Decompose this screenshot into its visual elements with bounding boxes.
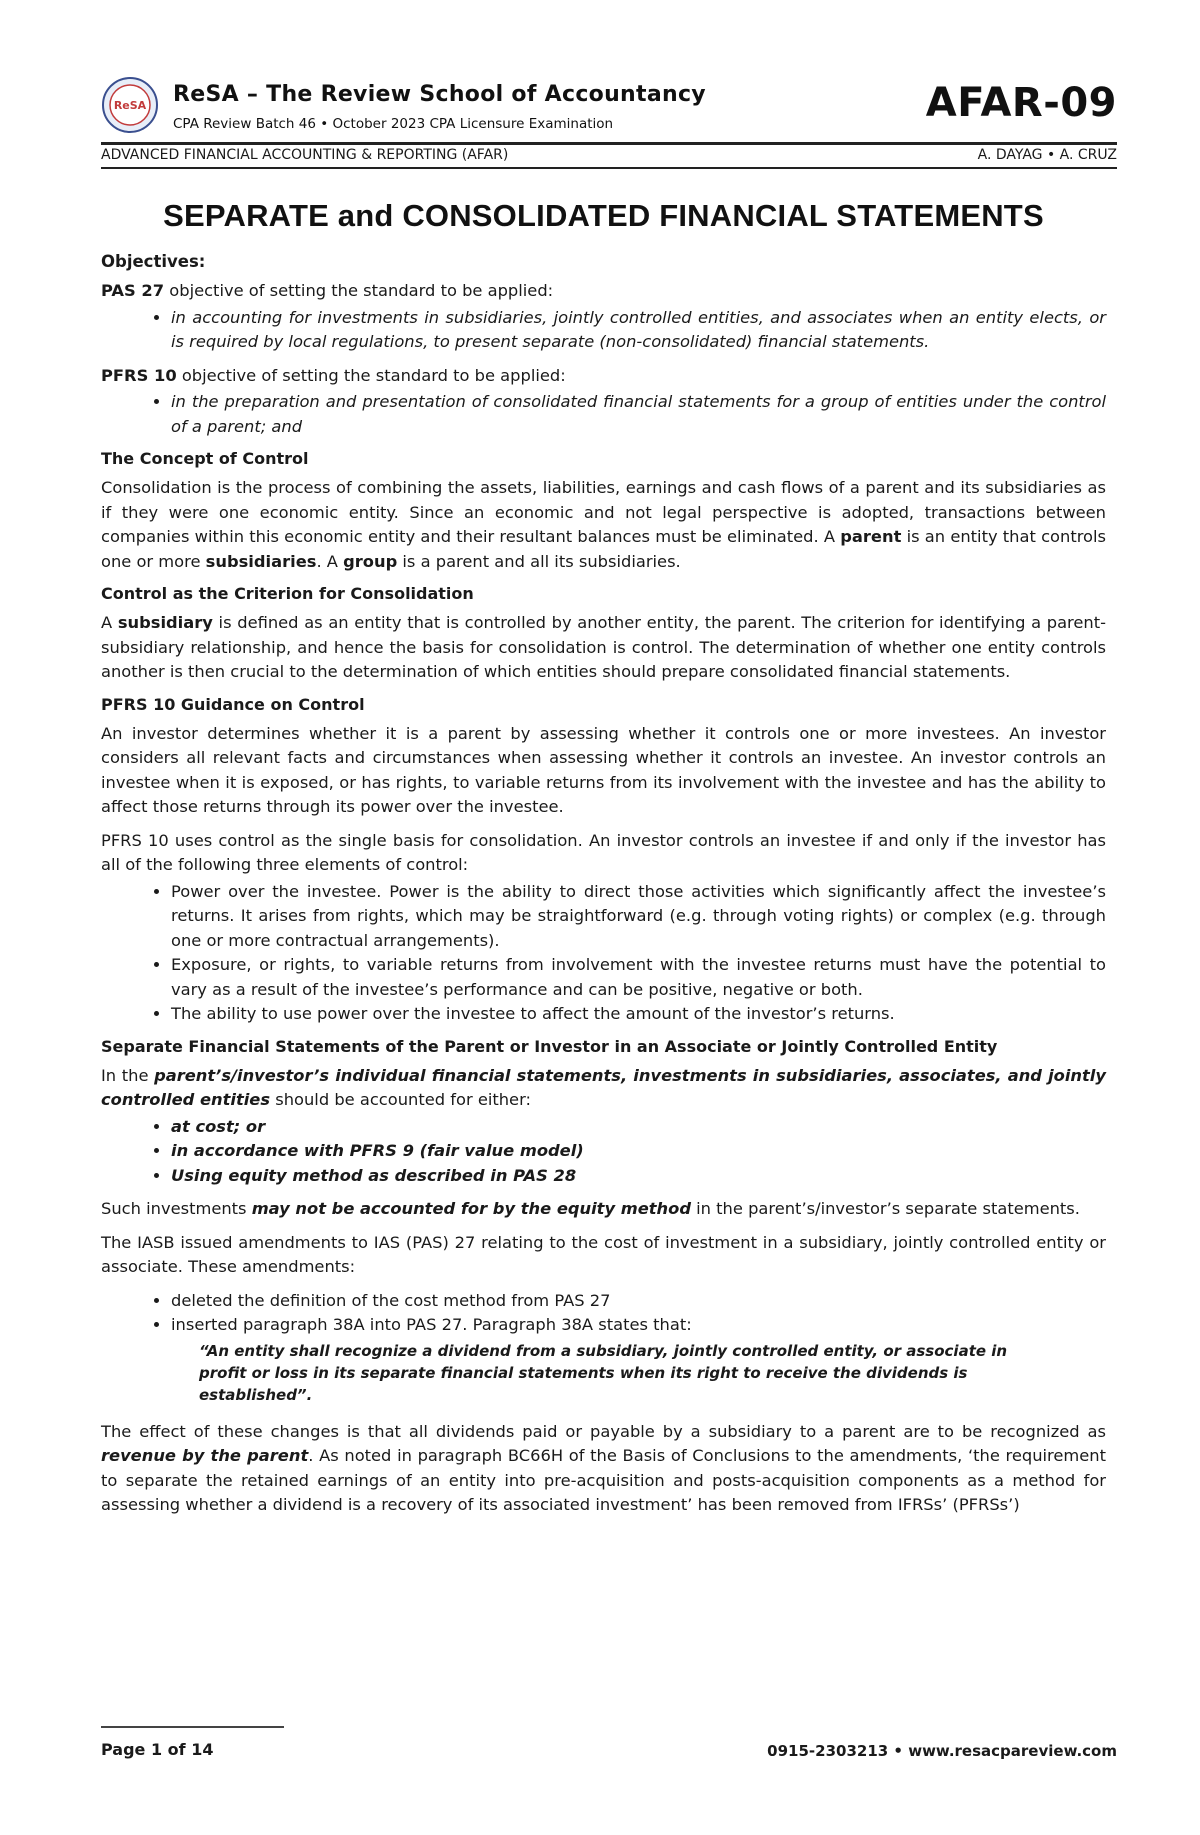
handout-code: AFAR-09 — [925, 80, 1117, 126]
guidance-paragraph-2: PFRS 10 uses control as the single basis for consolidation. An investor controls an investee if and only if the investor has all of the following three elements of control: — [101, 830, 1106, 874]
list-item: • Exposure, or rights, to variable returns from involvement with the investee returns must have the potential to vary as a result of the investee’s performance and can be positive, negative or both. — [171, 953, 1106, 1002]
page-number: Page 1 of 14 — [101, 1740, 214, 1759]
list-item: • in the preparation and presentation of consolidated financial statements for a group of entities under the control of a parent; and — [171, 390, 1106, 439]
page-title: SEPARATE and CONSOLIDATED FINANCIAL STATEMENTS — [163, 198, 1044, 233]
separate-fs-heading: Separate Financial Statements of the Parent or Investor in an Associate or Jointly Controlled Entity — [101, 1036, 998, 1056]
footer-rule — [101, 1726, 284, 1728]
amendments-list — [101, 1289, 1106, 1338]
list-item: • Using equity method as described in PAS 28 — [171, 1164, 1106, 1189]
criterion-paragraph: A subsidiary is defined as an entity that is controlled by another entity, the parent. The criterion for identifying a parent-subsidiary relationship, and hence the basis for consolidation is control. The determination of whether one entity controls another is then crucial to the determination of which entities should prepare consolidated financial statements. — [101, 613, 1106, 681]
document-body — [101, 190, 1106, 1527]
equity-method-note: Such investments may not be accounted for by the equity method in the parent’s/investor’s separate statements. — [101, 1199, 1080, 1218]
contact-info: 0915-2303213 • www.resacpareview.com — [767, 1742, 1117, 1760]
control-elements-list — [101, 880, 1106, 1027]
accounting-options-list — [101, 1115, 1106, 1189]
header-rule — [101, 142, 1117, 145]
batch-info: CPA Review Batch 46 • October 2023 CPA Licensure Examination — [173, 116, 614, 132]
concept-heading: The Concept of Control — [101, 449, 309, 468]
pas27-objective: PAS 27 objective of setting the standard to be applied: — [101, 281, 554, 300]
criterion-heading: Control as the Criterion for Consolidation — [101, 584, 474, 603]
list-item: • deleted the definition of the cost method from PAS 27 — [171, 1289, 1106, 1314]
list-item: • The ability to use power over the investee to affect the amount of the investor’s returns. — [171, 1002, 1106, 1027]
list-item: • inserted paragraph 38A into PAS 27. Paragraph 38A states that: — [171, 1313, 1106, 1338]
list-item: • in accounting for investments in subsidiaries, jointly controlled entities, and associates when an entity elects, or is required by local regulations, to present separate (non-consolidated) financial statements. — [171, 306, 1106, 355]
iasb-amendments-paragraph: The IASB issued amendments to IAS (PAS) 27 relating to the cost of investment in a subsidiary, jointly controlled entity or associate. These amendments: — [101, 1232, 1106, 1276]
subject-line: ADVANCED FINANCIAL ACCOUNTING & REPORTING (AFAR) — [101, 147, 509, 163]
objectives-heading: Objectives: — [101, 252, 206, 271]
pfrs10-objective: PFRS 10 objective of setting the standard to be applied: — [101, 365, 566, 385]
authors: A. DAYAG • A. CRUZ — [977, 147, 1117, 163]
separate-fs-paragraph: In the parent’s/investor’s individual financial statements, investments in subsidiaries, associates, and jointly controlled entities should be accounted for either: — [101, 1065, 1106, 1109]
list-item: • Power over the investee. Power is the ability to direct those activities which significantly affect the investee’s returns. It arises from rights, which may be straightforward (e.g. through voting rights) or complex (e.g. through one or more contractual arrangements). — [171, 880, 1106, 954]
guidance-heading: PFRS 10 Guidance on Control — [101, 694, 365, 714]
effect-paragraph: The effect of these changes is that all dividends paid or payable by a subsidiary to a parent are to be recognized as revenue by the parent. As noted in paragraph BC66H of the Basis of Conclusions to the amendments, ‘the requirement to separate the retained earnings of an entity into pre-acquisition and posts-acquisition components as a method for assessing whether a dividend is a recovery of its associated investment’ has been removed from IFRSs’ (PFRSs’) — [101, 1421, 1106, 1514]
pfrs10-bullets — [101, 390, 1106, 439]
concept-paragraph: Consolidation is the process of combining the assets, liabilities, earnings and cash flows of a parent and its subsidiaries as if they were one economic entity. Since an economic and not legal perspective is adopted, transactions between companies within this economic entity and their resultant balances must be eliminated. A parent is an entity that controls one or more subsidiaries. A group is a parent and all its subsidiaries. — [101, 478, 1107, 571]
guidance-paragraph-1: An investor determines whether it is a parent by assessing whether it controls one or more investees. An investor considers all relevant facts and circumstances when assessing whether it controls an investee. An investor controls an investee when it is exposed, or has rights, to variable returns from its involvement with the investee and has the ability to affect those returns through its power over the investee. — [101, 723, 1106, 816]
school-name: ReSA – The Review School of Accountancy — [173, 82, 706, 107]
resa-logo — [101, 76, 159, 134]
pas27-bullets — [101, 306, 1106, 355]
list-item: • at cost; or — [171, 1115, 1106, 1140]
paragraph-38a-quote: “An entity shall recognize a dividend from a subsidiary, jointly controlled entity, or associate in profit or loss in its separate financial statements when its right to receive the dividends is established”. — [199, 1341, 1008, 1404]
svg-text:ReSA: ReSA — [113, 99, 147, 112]
list-item: • in accordance with PFRS 9 (fair value model) — [171, 1139, 1106, 1164]
header-rule-bottom — [101, 167, 1117, 169]
